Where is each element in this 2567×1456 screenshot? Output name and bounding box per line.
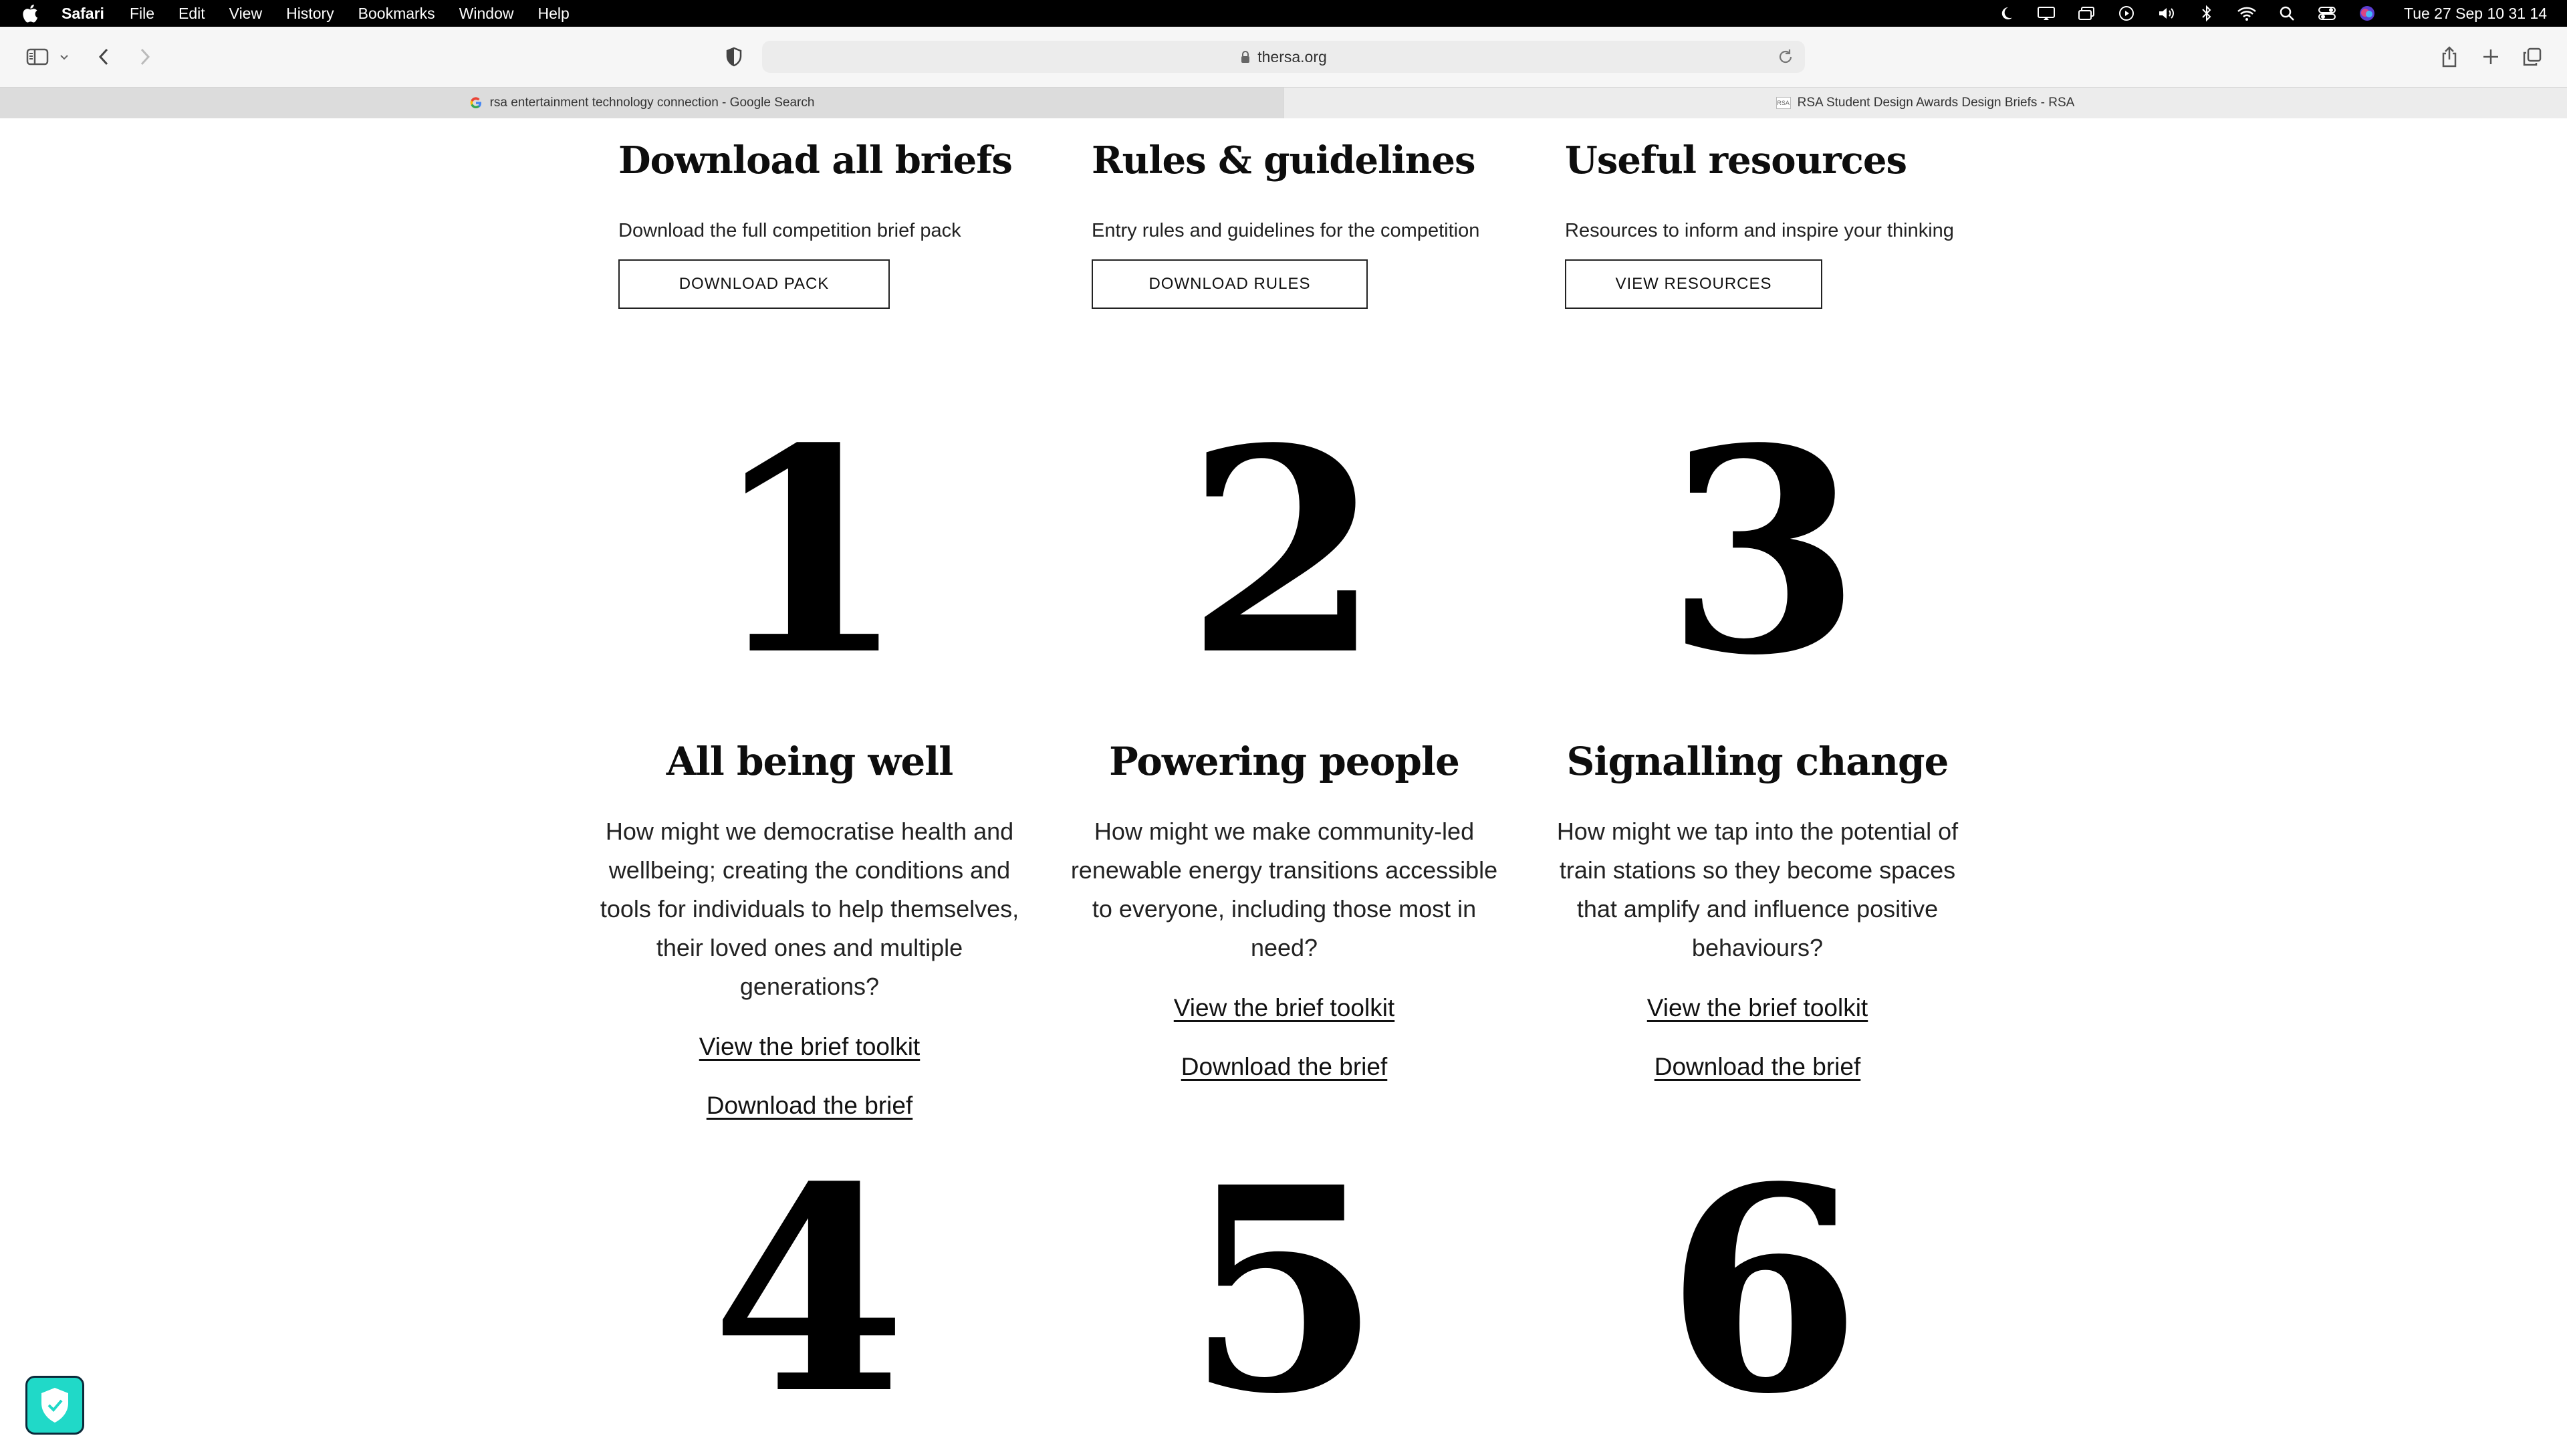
shield-check-icon (37, 1386, 72, 1425)
web-page (0, 118, 2567, 1456)
tab-bar (0, 87, 2567, 119)
stage-manager-icon[interactable] (2075, 3, 2098, 23)
privacy-shield-icon[interactable] (721, 41, 747, 72)
download-rules-button[interactable]: DOWNLOAD RULES (1092, 259, 1368, 309)
brief-number-3: 3 (1665, 388, 1862, 717)
reload-icon[interactable] (1777, 47, 1794, 70)
resource-title: Download all briefs (618, 138, 1012, 183)
brief-description: How might we democratise health and wellbeing; creating the conditions and tools for individuals to help themselves, their loved ones and multiple generations? (600, 818, 1019, 1000)
sidebar-toggle-icon[interactable] (23, 41, 53, 72)
menu-window[interactable]: Window (459, 4, 514, 22)
view-brief-toolkit-link[interactable]: View the brief toolkit (1173, 994, 1395, 1021)
brief-number-4: 4 (711, 1126, 907, 1456)
url-text: thersa.org (1257, 47, 1327, 66)
brief-description: How might we tap into the potential of train stations so they become spaces that amplify and influence positive behaviours? (1556, 818, 1959, 961)
tab-overview-icon[interactable] (2519, 41, 2546, 72)
resource-useful (1565, 138, 1954, 309)
brief-title: Signalling change (1566, 739, 1949, 784)
tab-google-search[interactable] (0, 88, 1284, 118)
brief-title: All being well (666, 739, 953, 784)
resource-title: Useful resources (1565, 138, 1907, 183)
bluetooth-icon[interactable] (2195, 3, 2218, 23)
brief-description: How might we make community-led renewable energy transitions accessible to everyone, including those most in need? (1070, 818, 1498, 961)
control-center-icon[interactable] (2316, 3, 2338, 23)
view-brief-toolkit-link[interactable]: View the brief toolkit (699, 1033, 921, 1060)
brief-number-6: 6 (1665, 1126, 1862, 1456)
menu-bar-clock[interactable]: Tue 27 Sep 10 31 14 (2404, 4, 2547, 22)
apple-icon[interactable] (21, 3, 39, 23)
view-resources-button[interactable]: VIEW RESOURCES (1565, 259, 1822, 309)
menu-view[interactable]: View (229, 4, 263, 22)
download-brief-link[interactable]: Download the brief (706, 1092, 913, 1119)
menu-bar (0, 0, 2567, 27)
menu-help[interactable]: Help (537, 4, 570, 22)
resource-description: Entry rules and guidelines for the competition (1092, 220, 1480, 241)
tab-title: rsa entertainment technology connection - Google Search (489, 96, 815, 110)
moon-icon[interactable] (1995, 3, 2018, 23)
back-icon[interactable] (92, 41, 115, 72)
menu-history[interactable]: History (286, 4, 334, 22)
browser-toolbar (0, 27, 2567, 87)
download-brief-link[interactable]: Download the brief (1654, 1053, 1861, 1080)
brief-powering-people (1068, 739, 1500, 1081)
brief-number-1: 1 (711, 388, 907, 717)
forward-icon[interactable] (134, 41, 156, 72)
play-icon[interactable] (2115, 3, 2138, 23)
menu-bookmarks[interactable]: Bookmarks (358, 4, 435, 22)
menu-app-safari[interactable]: Safari (62, 4, 104, 22)
chevron-down-icon[interactable] (56, 41, 72, 72)
address-bar[interactable] (762, 41, 1805, 73)
rsa-favicon: RSA (1776, 96, 1791, 110)
view-brief-toolkit-link[interactable]: View the brief toolkit (1646, 994, 1868, 1021)
search-icon[interactable] (2276, 3, 2298, 23)
download-brief-link[interactable]: Download the brief (1181, 1053, 1388, 1080)
new-tab-icon[interactable] (2477, 41, 2504, 72)
wifi-icon[interactable] (2235, 3, 2258, 23)
lock-icon (1240, 50, 1251, 64)
resource-title: Rules & guidelines (1092, 138, 1475, 183)
volume-icon[interactable] (2155, 3, 2178, 23)
privacy-shield-widget[interactable] (25, 1376, 84, 1435)
google-icon (469, 96, 483, 110)
display-icon[interactable] (2035, 3, 2058, 23)
brief-title: Powering people (1109, 739, 1459, 784)
menu-edit[interactable]: Edit (178, 4, 205, 22)
siri-icon[interactable] (2356, 3, 2378, 23)
resource-rules (1092, 138, 1479, 309)
tab-title: RSA Student Design Awards Design Briefs - RSA (1797, 96, 2075, 110)
brief-signalling-change (1542, 739, 1973, 1081)
brief-number-5: 5 (1185, 1126, 1382, 1456)
brief-all-being-well (594, 739, 1025, 1120)
resource-description: Resources to inform and inspire your thinking (1565, 220, 1954, 241)
share-icon[interactable] (2436, 41, 2463, 72)
download-pack-button[interactable]: DOWNLOAD PACK (618, 259, 890, 309)
tab-rsa-briefs[interactable] (1284, 88, 2567, 118)
brief-number-2: 2 (1185, 388, 1382, 717)
menu-file[interactable]: File (129, 4, 154, 22)
resource-download-all (618, 138, 1012, 309)
resource-description: Download the full competition brief pack (618, 220, 961, 241)
